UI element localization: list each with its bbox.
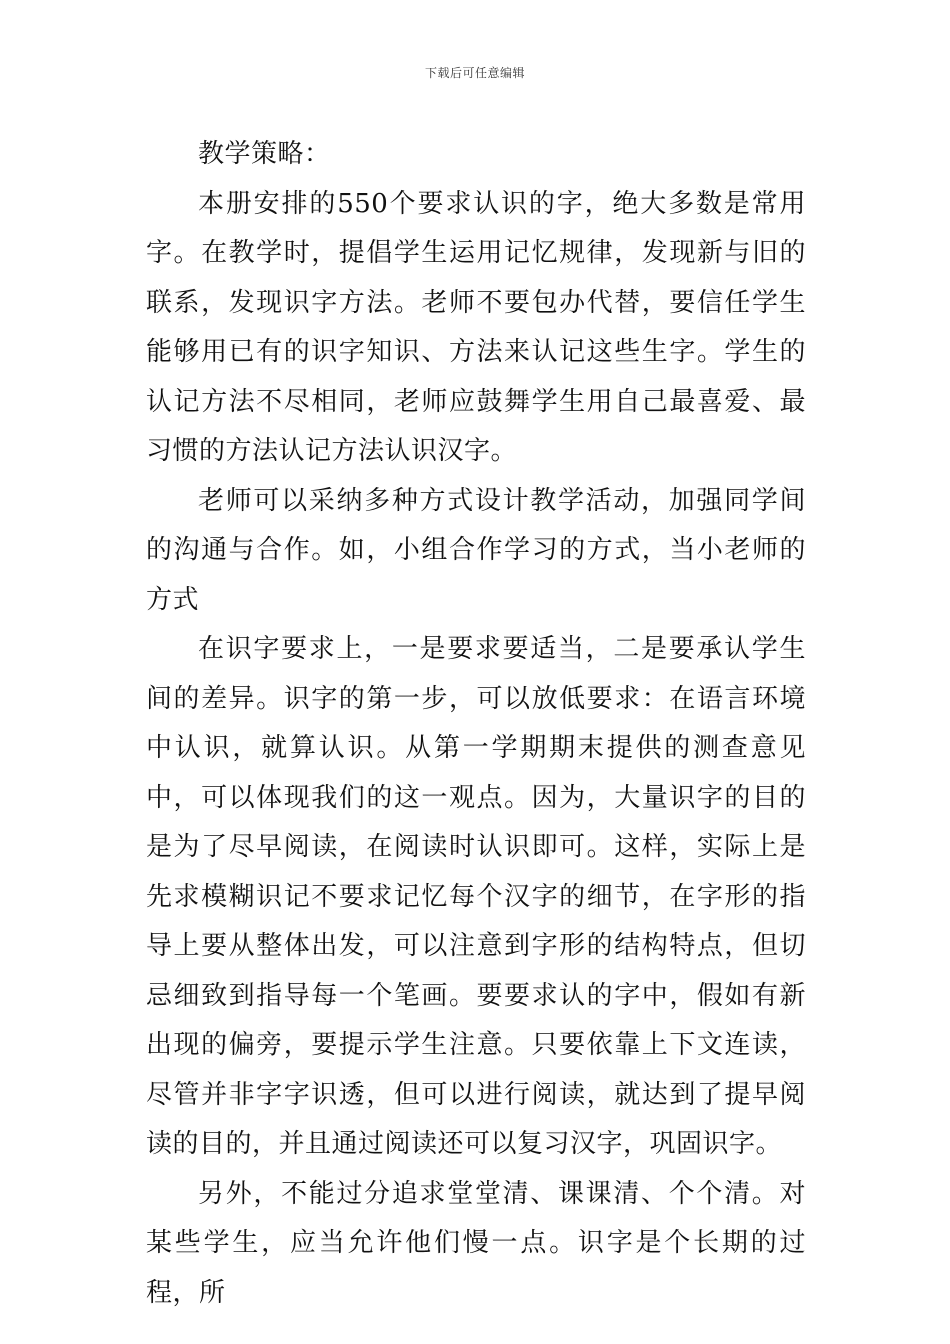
paragraph: 另外，不能过分追求堂堂清、课课清、个个清。对某些学生，应当允许他们慢一点。识字是个长期的过程，所 <box>146 1178 806 1308</box>
document-body <box>146 130 806 1318</box>
header-note: 下载后可任意编辑 <box>424 66 525 80</box>
paragraph: 在识字要求上，一是要求要适当，二是要承认学生间的差异。识字的第一步，可以放低要求：在语言环境中认识，就算认识。从第一学期期末提供的测查意见中，可以体现我们的这一观点。因为，大量识字的目的是为了尽早阅读，在阅读时认识即可。这样，实际上是先求模糊识记不要求记忆每个汉字的细节，在字形的指导上要从整体出发，可以注意到字形的结构特点，但切忌细致到指导每一个笔画。要要求认的字中，假如有新出现的偏旁，要提示学生注意。只要依靠上下文连读，尽管并非字字识透，但可以进行阅读，就达到了提早阅读的目的，并且通过阅读还可以复习汉字，巩固识字。 <box>146 634 806 1159</box>
paragraph: 本册安排的550个要求认识的字，绝大多数是常用字。在教学时，提倡学生运用记忆规律，发现新与旧的联系，发现识字方法。老师不要包办代替，要信任学生能够用已有的识字知识、方法来认记这些生字。学生的认记方法不尽相同，老师应鼓舞学生用自己最喜爱、最习惯的方法认记方法认识汉字。 <box>146 188 806 466</box>
paragraph: 老师可以采纳多种方式设计教学活动，加强同学间的沟通与合作。如，小组合作学习的方式，当小老师的方式 <box>146 485 806 615</box>
paragraph-heading: 教学策略： <box>198 139 331 169</box>
